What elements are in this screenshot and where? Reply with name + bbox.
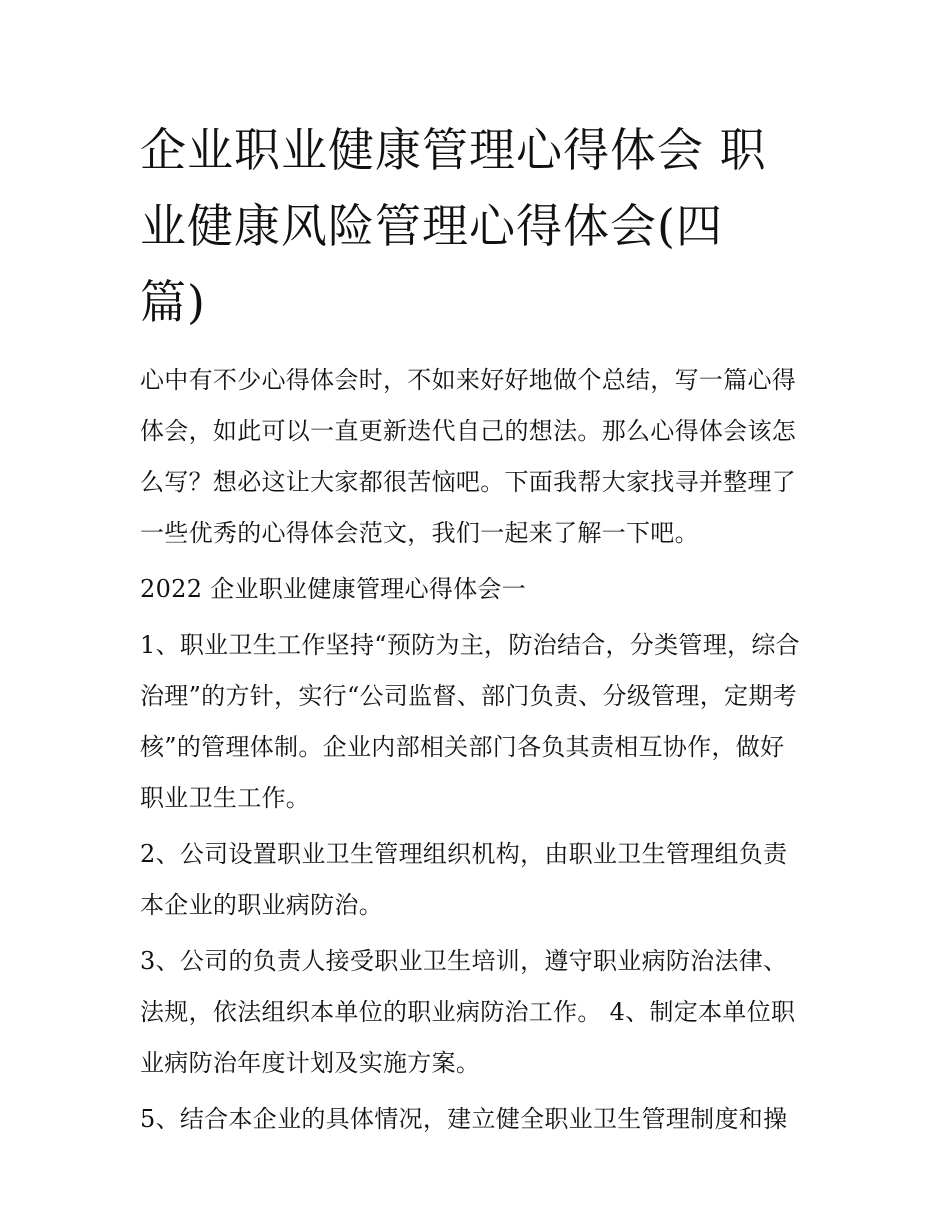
document-body	[140, 355, 820, 1150]
title-line: 业健康风险管理心得体会(四	[140, 199, 723, 253]
title-line: 企业职业健康管理心得体会 职	[140, 123, 767, 177]
text-line: 3、公司的负责人接受职业卫生培训，遵守职业病防治法律、	[140, 947, 788, 975]
text-line: 核”的管理体制。企业内部相关部门各负其责相互协作，做好	[140, 733, 785, 761]
text-line: 体会，如此可以一直更新迭代自己的想法。那么心得体会该怎	[140, 417, 797, 445]
text-line: 本企业的职业病防治。	[140, 891, 383, 919]
intro-paragraph	[140, 355, 820, 559]
text-line: 治理”的方针，实行“公司监督、部门负责、分级管理，定期考	[140, 682, 797, 710]
item-paragraph	[140, 936, 820, 1089]
text-line: 5、结合本企业的具体情况，建立健全职业卫生管理制度和操	[140, 1105, 788, 1133]
text-line: 1、职业卫生工作坚持“预防为主，防治结合，分类管理，综合	[140, 631, 800, 659]
title-line: 篇)	[140, 275, 206, 329]
text-line: 法规，依法组织本单位的职业病防治工作。 4、制定本单位职	[140, 998, 796, 1026]
item-paragraph	[140, 829, 820, 931]
item-paragraph	[140, 620, 820, 824]
document-title	[140, 112, 820, 340]
text-line: 一些优秀的心得体会范文，我们一起来了解一下吧。	[140, 519, 699, 547]
text-line: 业病防治年度计划及实施方案。	[140, 1049, 481, 1077]
item-paragraph	[140, 1094, 820, 1145]
text-line: 2、公司设置职业卫生管理组织机构，由职业卫生管理组负责	[140, 840, 788, 868]
text-line: 么写？想必这让大家都很苦恼吧。下面我帮大家找寻并整理了	[140, 468, 797, 496]
section-heading	[140, 564, 820, 615]
text-line: 职业卫生工作。	[140, 784, 311, 812]
text-line: 2022 企业职业健康管理心得体会一	[140, 575, 527, 603]
text-line: 心中有不少心得体会时，不如来好好地做个总结，写一篇心得	[140, 366, 797, 394]
